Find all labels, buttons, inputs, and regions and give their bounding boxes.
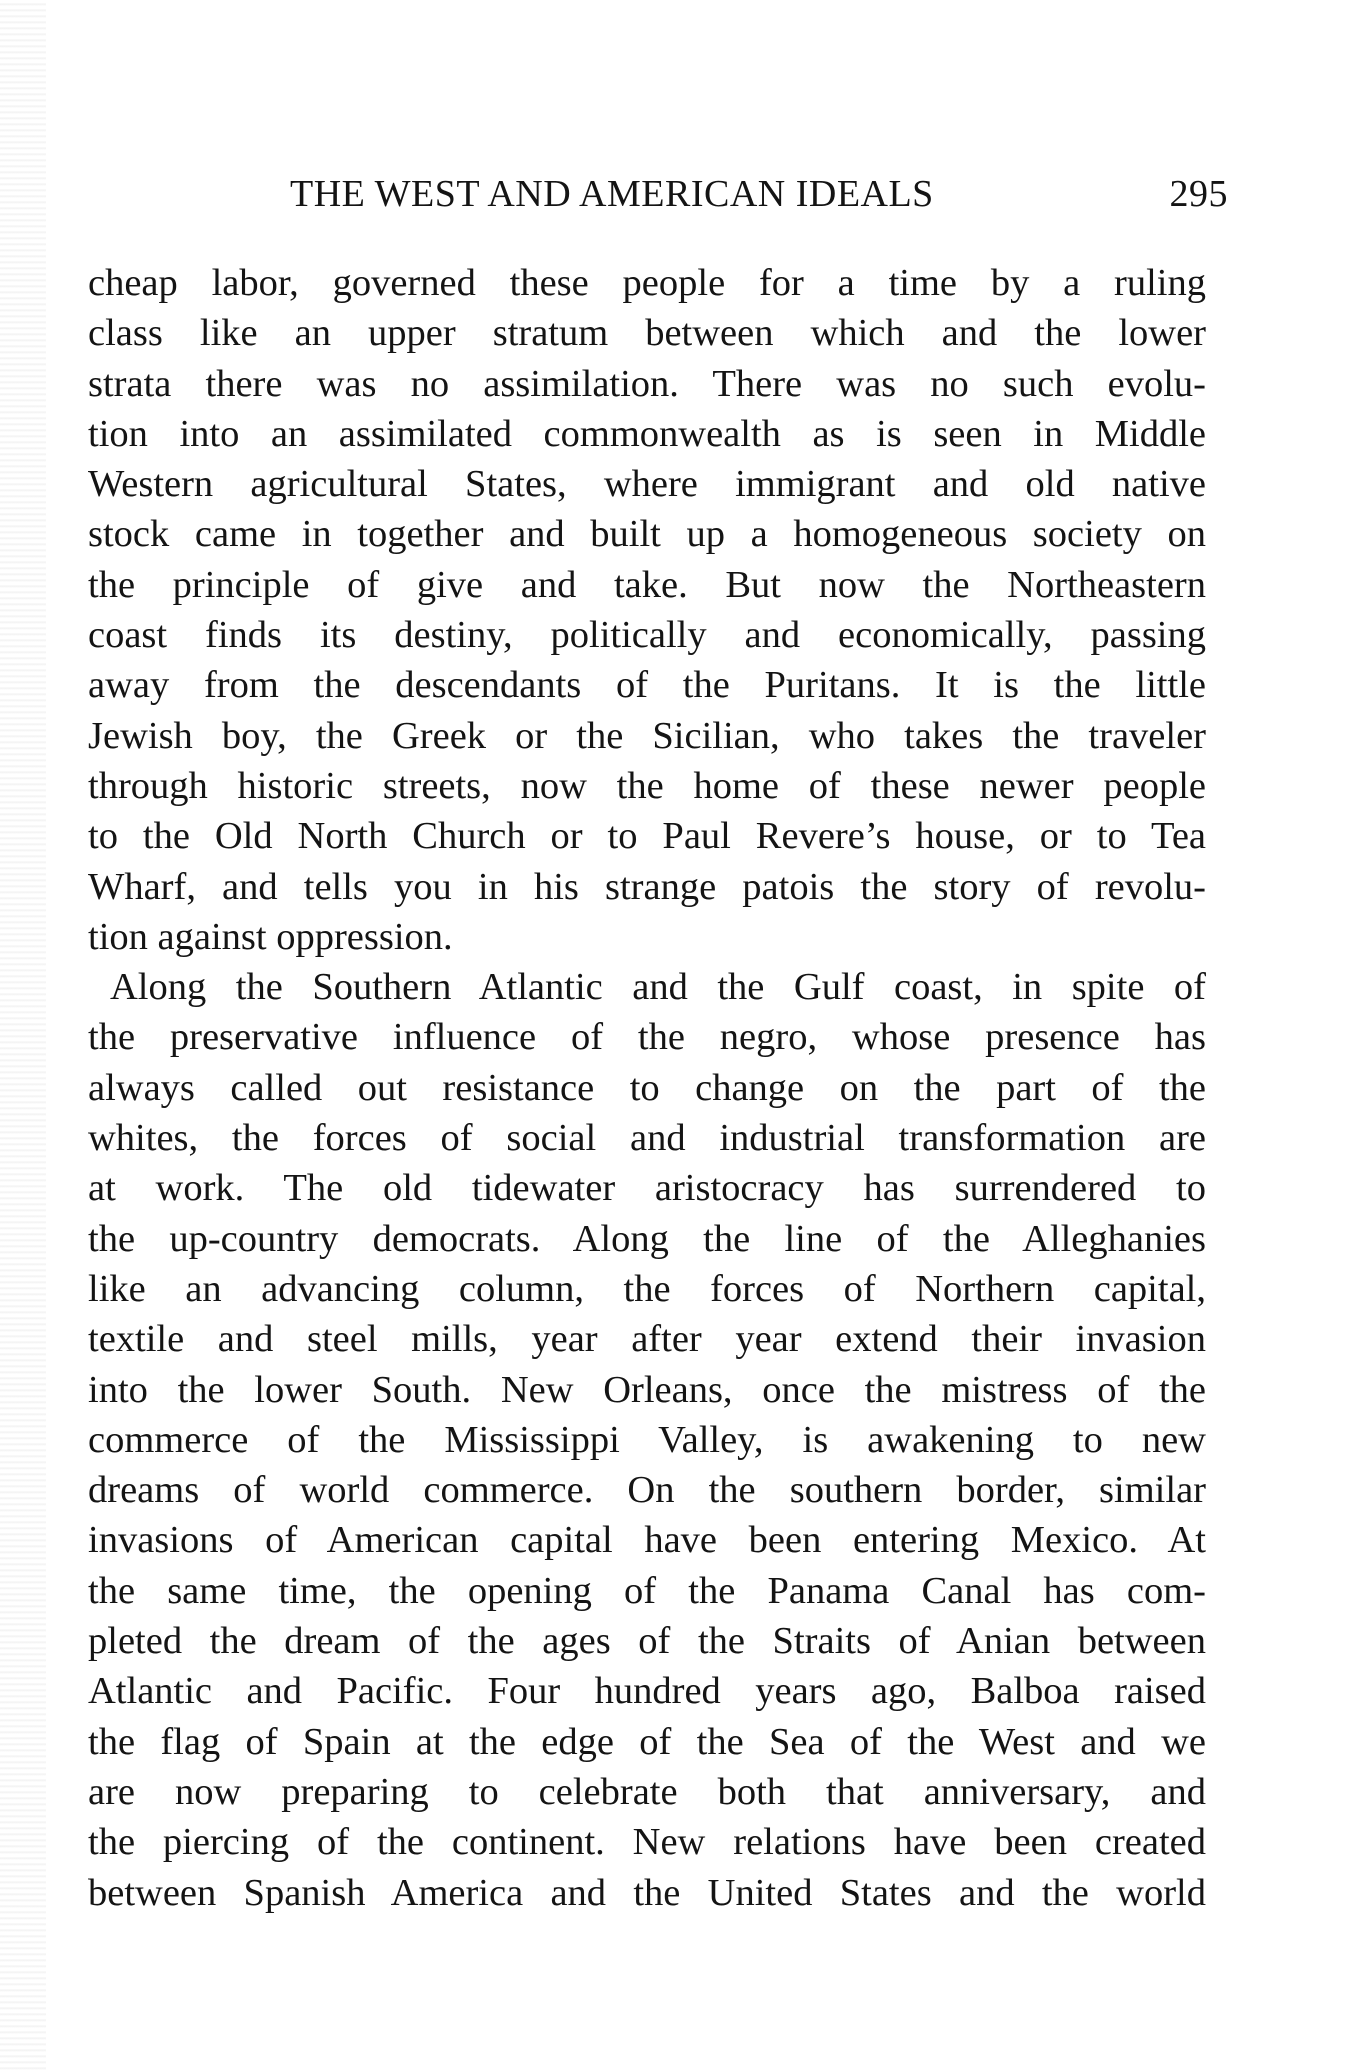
page-number: 295 <box>1169 173 1228 215</box>
text-line: the principle of give and take. But now the Northeastern <box>88 563 1206 606</box>
text-line: to the Old North Church or to Paul Revere’s house, or to Tea <box>88 815 1206 858</box>
text-line: tion against oppression. <box>88 915 453 958</box>
text-line: the up-country democrats. Along the line of the Alleghanies <box>88 1217 1206 1260</box>
text-line: coast finds its destiny, politically and economically, passing <box>88 614 1206 657</box>
text-line: between Spanish America and the United States and the world <box>88 1871 1206 1914</box>
text-line: Western agricultural States, where immigrant and old native <box>88 463 1206 506</box>
text-line: through historic streets, now the home of these newer people <box>88 764 1206 807</box>
text-line: into the lower South. New Orleans, once the mistress of the <box>88 1368 1206 1411</box>
text-line: Wharf, and tells you in his strange patois the story of revolu- <box>88 865 1206 908</box>
text-line: tion into an assimilated commonwealth as is seen in Middle <box>88 412 1206 455</box>
text-line: stock came in together and built up a homogeneous society on <box>88 513 1206 556</box>
text-line: dreams of world commerce. On the southern border, similar <box>88 1469 1206 1512</box>
page-edge-shadow <box>0 0 46 2071</box>
text-line: the preservative influence of the negro, whose presence has <box>88 1016 1206 1059</box>
text-line: textile and steel mills, year after year extend their invasion <box>88 1318 1206 1361</box>
text-line: Atlantic and Pacific. Four hundred years ago, Balboa raised <box>88 1670 1206 1713</box>
paragraph-2 <box>88 962 1206 1918</box>
text-line: cheap labor, governed these people for a time by a ruling <box>88 262 1206 304</box>
text-line: commerce of the Mississippi Valley, is awakening to new <box>88 1418 1206 1461</box>
running-header <box>290 172 1228 222</box>
text-line: class like an upper stratum between which and the lower <box>88 312 1206 355</box>
text-line: like an advancing column, the forces of Northern capital, <box>88 1267 1206 1310</box>
text-line: invasions of American capital have been entering Mexico. At <box>88 1519 1206 1562</box>
body-text <box>88 258 1206 1918</box>
text-line: are now preparing to celebrate both that anniversary, and <box>88 1770 1206 1813</box>
text-line: the same time, the opening of the Panama Canal has com- <box>88 1569 1206 1612</box>
paragraph-1 <box>88 258 1206 962</box>
text-line: whites, the forces of social and industrial transformation are <box>88 1117 1206 1160</box>
running-title: THE WEST AND AMERICAN IDEALS <box>290 173 934 215</box>
text-line: the flag of Spain at the edge of the Sea of the West and we <box>88 1720 1206 1763</box>
text-line: always called out resistance to change on the part of the <box>88 1066 1206 1109</box>
text-line: Jewish boy, the Greek or the Sicilian, who takes the traveler <box>88 714 1206 757</box>
text-line: the piercing of the continent. New relations have been created <box>88 1821 1206 1864</box>
text-line: strata there was no assimilation. There was no such evolu- <box>88 362 1206 405</box>
text-line: Along the Southern Atlantic and the Gulf coast, in spite of <box>110 966 1206 1009</box>
text-line: away from the descendants of the Puritans. It is the little <box>88 664 1206 707</box>
text-line: pleted the dream of the ages of the Straits of Anian between <box>88 1620 1206 1663</box>
text-line: at work. The old tidewater aristocracy has surrendered to <box>88 1167 1206 1210</box>
